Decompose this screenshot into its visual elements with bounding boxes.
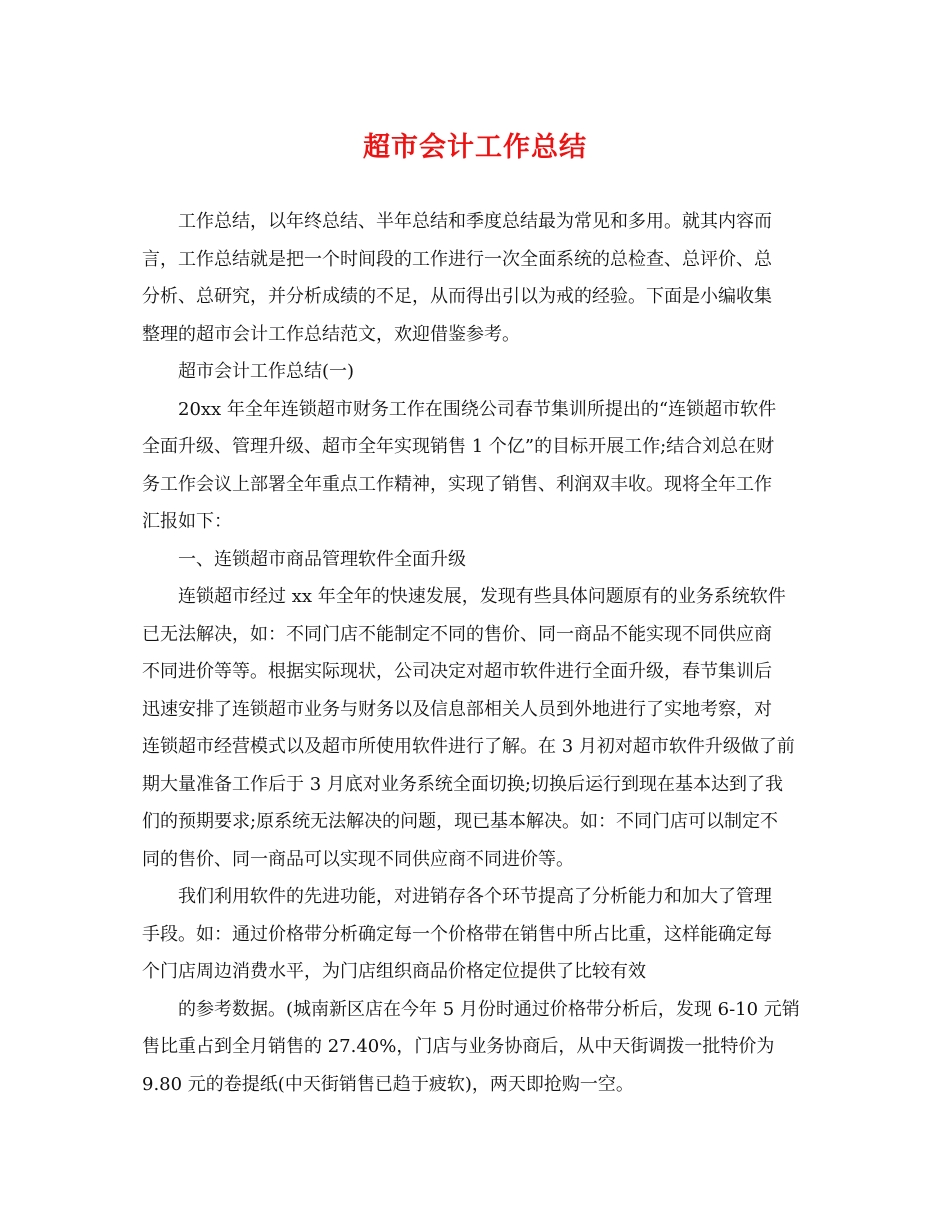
document-body bbox=[142, 203, 818, 1103]
body-text-line: 我们利用软件的先进功能，对进销存各个环节提高了分析能力和加大了管理 bbox=[178, 886, 772, 907]
body-text-line: 务工作会议上部署全年重点工作精神，实现了销售、利润双丰收。现将全年工作 bbox=[142, 473, 772, 495]
body-text-line: 同的售价、同一商品可以实现不同供应商不同进价等。 bbox=[142, 848, 574, 870]
body-text-line: 整理的超市会计工作总结范文，欢迎借鉴参考。 bbox=[142, 323, 520, 345]
body-text-line: 一、连锁超市商品管理软件全面升级 bbox=[178, 548, 466, 570]
body-text-line: 售比重占到全月销售的 27.40%，门店与业务协商后，从中天街调拨一批特价为 bbox=[142, 1036, 775, 1057]
body-text-line: 全面升级、管理升级、超市全年实现销售 1 个亿”的目标开展工作;结合刘总在财 bbox=[142, 436, 775, 457]
body-text-line: 工作总结，以年终总结、半年总结和季度总结最为常见和多用。就其内容而 bbox=[178, 211, 772, 232]
body-text-line: 的参考数据。(城南新区店在今年 5 月份时通过价格带分析后，发现 6-10 元销 bbox=[178, 998, 800, 1020]
body-text-line: 20xx 年全年连锁超市财务工作在围绕公司春节集训所提出的“连锁超市软件 bbox=[178, 398, 777, 420]
body-text-line: 连锁超市经营模式以及超市所使用软件进行了解。在 3 月初对超市软件升级做了前 bbox=[142, 736, 795, 757]
document-title: 超市会计工作总结 bbox=[363, 132, 587, 163]
body-text-line: 超市会计工作总结(一) bbox=[178, 361, 355, 382]
body-text-line: 迅速安排了连锁超市业务与财务以及信息部相关人员到外地进行了实地考察，对 bbox=[142, 698, 772, 720]
body-text-line: 9.80 元的卷提纸(中天街销售已趋于疲软)，两天即抢购一空。 bbox=[142, 1073, 634, 1095]
body-text-line: 手段。如：通过价格带分析确定每一个价格带在销售中所占比重，这样能确定每 bbox=[142, 923, 772, 945]
body-text-line: 们的预期要求;原系统无法解决的问题，现已基本解决。如：不同门店可以制定不 bbox=[142, 811, 779, 832]
body-text-line: 个门店周边消费水平，为门店组织商品价格定位提供了比较有效 bbox=[142, 961, 646, 982]
body-text-line: 期大量准备工作后于 3 月底对业务系统全面切换;切换后运行到现在基本达到了我 bbox=[142, 773, 783, 795]
body-text-line: 言，工作总结就是把一个时间段的工作进行一次全面系统的总检查、总评价、总 bbox=[142, 248, 772, 270]
body-text-line: 不同进价等等。根据实际现状，公司决定对超市软件进行全面升级，春节集训后 bbox=[142, 661, 772, 682]
body-text-line: 连锁超市经过 xx 年全年的快速发展，发现有些具体问题原有的业务系统软件 bbox=[178, 586, 786, 607]
body-text-line: 分析、总研究，并分析成绩的不足，从而得出引以为戒的经验。下面是小编收集 bbox=[142, 286, 772, 307]
body-text-line: 已无法解决，如：不同门店不能制定不同的售价、同一商品不能实现不同供应商 bbox=[142, 623, 772, 645]
body-text-line: 汇报如下： bbox=[142, 511, 232, 532]
